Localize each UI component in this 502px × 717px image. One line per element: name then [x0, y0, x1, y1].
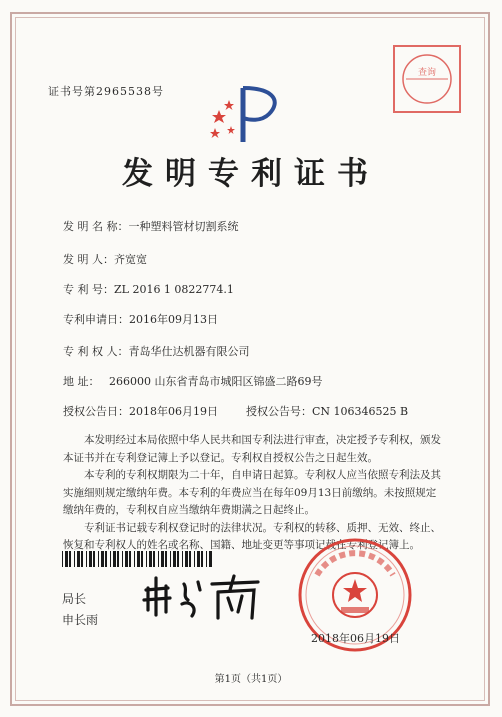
- certificate-number: 证书号第2965538号: [48, 85, 164, 98]
- barcode-icon: [62, 551, 214, 567]
- invention-name-label: 发 明 名 称：: [63, 220, 129, 233]
- invention-name-value: 一种塑料管材切割系统: [128, 220, 239, 233]
- patentee-value: 青岛华仕达机器有限公司: [128, 345, 250, 358]
- filing-date-value: 2016年09月13日: [129, 313, 218, 326]
- seal-date: 2018年06月19日: [311, 632, 400, 645]
- patent-number-value: ZL 2016 1 0822774.1: [114, 283, 234, 296]
- patentee-row: [63, 343, 250, 359]
- grant-number-value: CN 106346525 B: [312, 405, 409, 418]
- inventor-row: [63, 251, 147, 267]
- patent-number-row: [63, 281, 234, 297]
- body-paragraph: 本专利的专利权期限为二十年，自申请日起算。专利权人应当依照专利法及其实施细则规定缴纳年费。本专利的年费应当在每年09月13日前缴纳。未按照规定缴纳年费的，专利权自应当缴纳年费期满之日起终止。: [63, 469, 441, 516]
- signatory-role: 局长: [62, 592, 87, 606]
- grant-date-value: 2018年06月19日: [129, 405, 218, 418]
- handwritten-signature: [138, 570, 268, 625]
- filing-date-label: 专利申请日：: [63, 313, 129, 326]
- patentee-label: 专 利 权 人：: [63, 345, 129, 358]
- invention-name-row: [63, 218, 239, 234]
- patent-office-logo-icon: [205, 80, 295, 150]
- filing-date-row: [63, 311, 218, 327]
- patent-number-label: 专 利 号：: [63, 283, 114, 296]
- page-footer: 第1页（共1页）: [214, 674, 288, 685]
- grant-date-label: 授权公告日：: [63, 405, 129, 418]
- address-value: 266000 山东省青岛市城阳区锦盛二路69号: [109, 375, 323, 388]
- inventor-label: 发 明 人：: [63, 253, 114, 266]
- body-paragraph: 本发明经过本局依照中华人民共和国专利法进行审查，决定授予专利权，颁发本证书并在专利登记簿上予以登记。专利权自授权公告之日起生效。: [63, 434, 441, 464]
- verification-stamp-icon: [390, 42, 464, 116]
- inventor-value: 齐宽宽: [114, 253, 147, 266]
- body-paragraph: 专利证书记载专利权登记时的法律状况。专利权的转移、质押、无效、终止、恢复和专利权人的姓名或名称、国籍、地址变更等事项记载在专利登记簿上。: [63, 521, 441, 551]
- grant-number-label: 授权公告号：: [246, 405, 312, 418]
- address-row: [63, 373, 322, 389]
- signatory-name: 申长雨: [62, 613, 99, 627]
- grant-date-row: [63, 403, 218, 419]
- certificate-title: 发明专利证书: [122, 156, 380, 192]
- address-label: 地 址：: [63, 375, 100, 388]
- svg-text:查询: 查询: [417, 68, 437, 78]
- grant-number-row: [246, 403, 408, 419]
- signatory-block: [62, 590, 98, 632]
